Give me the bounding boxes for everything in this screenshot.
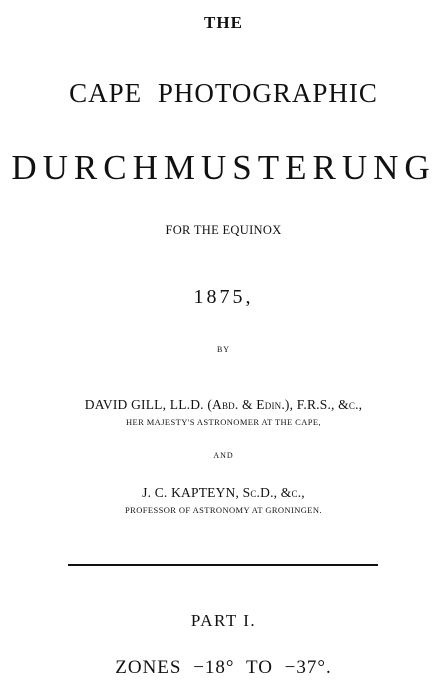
- equinox-subtitle: FOR THE EQUINOX: [165, 223, 282, 237]
- zones-range: ZONES −18° TO −37°.: [115, 657, 332, 678]
- part-number: PART I.: [190, 611, 257, 630]
- and-label: AND: [213, 451, 234, 460]
- title-line-1: CAPE PHOTOGRAPHIC: [69, 78, 378, 108]
- author-1-role: HER MAJESTY'S ASTRONOMER AT THE CAPE,: [125, 417, 322, 427]
- author-1-name: DAVID GILL, LL.D. (Abd. & Edin.), F.R.S., &c.,: [84, 397, 363, 412]
- author-2-role: PROFESSOR OF ASTRONOMY AT GRONINGEN.: [125, 505, 322, 515]
- author-2-name: J. C. KAPTEYN, Sc.D., &c.,: [142, 485, 305, 500]
- epoch-year: 1875,: [193, 286, 254, 308]
- horizontal-rule: [68, 564, 378, 566]
- title-line-2: DURCHMUSTERUNG: [11, 148, 436, 187]
- by-label: BY: [216, 345, 231, 354]
- header-the: THE: [204, 13, 243, 32]
